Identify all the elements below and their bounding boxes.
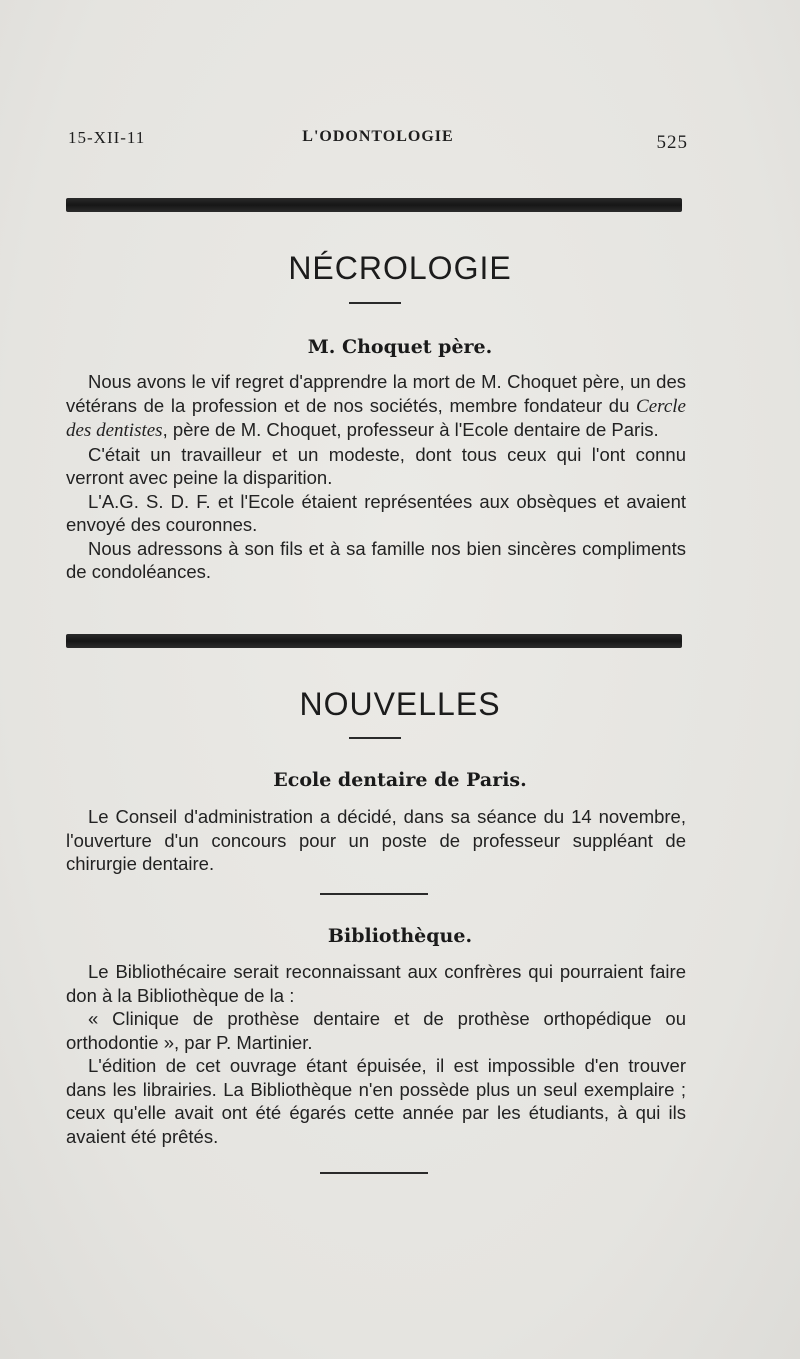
bibliotheque-body (66, 960, 686, 1148)
necrologie-paragraph-1 (66, 370, 686, 443)
running-head (68, 128, 688, 152)
title-divider (349, 302, 401, 304)
ecole-body (66, 805, 686, 876)
necrologie-paragraph-2: C'était un travailleur et un modeste, dont tous ceux qui l'ont connu verront avec peine la disparition. (66, 443, 686, 488)
title-divider (349, 737, 401, 739)
necrologie-paragraph-4: Nous adressons à son fils et à sa famille nos bien sincères compliments de condoléances. (66, 537, 686, 582)
issue-date: 15-XII-11 (68, 128, 146, 147)
ecole-subtitle: Ecole dentaire de Paris. (273, 769, 527, 791)
section-divider (320, 893, 428, 895)
bibliotheque-paragraph-3: L'édition de cet ouvrage étant épuisée, il est impossible d'en trouver dans les librairies. La Bibliothèque n'en possède plus un seul exemplaire ; ceux qu'elle avait ont été égarés cette année par les étudiants, à qui ils avaient été prêtés. (66, 1055, 686, 1147)
paragraph-text: Nous avons le vif regret d'apprendre la mort de M. Choquet père, un des vétérans de la profession et de nos sociétés, membre fondateur du (66, 371, 686, 416)
necrologie-title: NÉCROLOGIE (288, 250, 512, 286)
necrologie-body (66, 370, 686, 584)
ornamental-rule-middle (66, 634, 682, 648)
page-number: 525 (656, 132, 688, 153)
bibliotheque-subtitle: Bibliothèque. (327, 925, 473, 947)
journal-title: L'ODONTOLOGIE (302, 128, 454, 145)
paragraph-text: , père de M. Choquet, professeur à l'Ecole dentaire de Paris. (162, 419, 659, 440)
ecole-paragraph-1: Le Conseil d'administration a décidé, dans sa séance du 14 novembre, l'ouverture d'un concours pour un poste de professeur suppléant de chirurgie dentaire. (66, 806, 686, 874)
bibliotheque-paragraph-1: Le Bibliothécaire serait reconnaissant aux confrères qui pourraient faire don à la Bibliothèque de la : (66, 961, 686, 1006)
end-divider (320, 1172, 428, 1174)
bibliotheque-paragraph-2: « Clinique de prothèse dentaire et de prothèse orthopédique ou orthodontie », par P. Martinier. (66, 1008, 686, 1053)
ornamental-rule-top (66, 198, 682, 212)
necrologie-paragraph-3: L'A.G. S. D. F. et l'Ecole étaient représentées aux obsèques et avaient envoyé des couronnes. (66, 490, 686, 535)
nouvelles-title: NOUVELLES (299, 686, 501, 722)
italic-society-name: Cercle des dentistes (66, 395, 686, 441)
necrologie-subtitle: M. Choquet père. (307, 336, 493, 358)
